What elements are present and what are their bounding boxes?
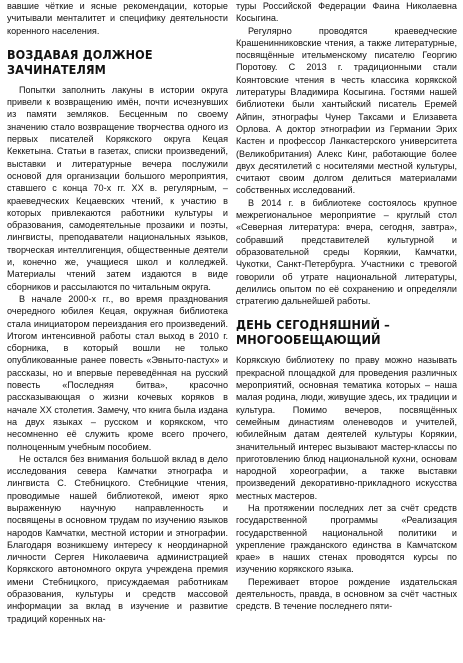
continued-paragraph: вавшие чёткие и ясные рекомендации, которые учитывали менталитет и специфику деятельности коренного населения. xyxy=(7,1,228,36)
right-column xyxy=(236,0,457,613)
body-paragraph: Корякскую библиотеку по праву можно называть прекрасной площадкой для проведения различных мероприятий, основная тематика которых – наша малая родина, люди, живущие здесь, их традиции и культура. Помимо вечеров, посвящённых семейным династиям оленеводов и учителей, юбилейным датам деятелей культуры Корякии, значительный интерес вызывают мастер-классы по приготовлению блюд национальной кухни, основам народной хореографии, а также выставки произведений декоративно-прикладного искусства местных мастеров. xyxy=(236,355,457,501)
body-paragraph: На протяжении последних лет за счёт средств государственной программы «Реализация государственной национальной политики и укрепление гражданского единства в Камчатском крае» в наших стенах проводятся курсы по изучению корякского языка. xyxy=(236,502,457,575)
section-heading: ВОЗДАВАЯ ДОЛЖНОЕ ЗАЧИНАТЕЛЯМ xyxy=(7,46,153,77)
body-paragraph: В начале 2000-х гг., во время празднования очередного юбилея Кецая, окружная библиотека стала инициатором переиздания его произведений. Итогом интенсивной работы стал выход в 2010 г. сборника, в который вошли не только опубликованные ранее повесть «Эвныто-пастух» и рассказы, но и впервые переведённая на русский повесть «Последняя битва», красочно рассказывающая о жизни кочевых коряков в начале XX столетия. Замечу, что книга была издана на двух языках – русском и корякском, что несомненно её служить кроме всего прочего, полноценным учебным пособием. xyxy=(7,293,228,452)
body-paragraph: Регулярно проводятся краеведческие Крашенинниковские чтения, а также литературные, посвящённые ительменскому писателю Георгию Поротову. С 2013 г. традиционными стали Коянтовские чтения в честь классика корякской литературы Владимира Косыгина. Гостями нашей библиотеки были хантыйский писатель Еремей Айпин, этнографы Чунер Таксами и Елизавета Орлова. А доктор этнографии из Германии Эрих Кастен и профессор Ланкастерского университета (Великобритания) Алекс Кинг, работающие более двух десятилетий с носителями местной культуры, считают своим долгом делиться материалами собственных исследований. xyxy=(236,25,457,196)
body-paragraph: Не остался без внимания большой вклад в дело исследования севера Камчатки этнографа и лингвиста С. Стебницкого. Стебницкие чтения, проводимые нашей библиотекой, имеют ярко выраженную научную направленность и посвящены в основном трудам по изучению языков народов Камчатки, местной истории и этнографии. Благодаря возникшему интересу к неординарной личности Сергея Николаевича администрацией Корякского автономного округа учреждена премия имени Стебницкого, присуждаемая работникам образования, культуры и средств массовой информации за вклад в изучение и развитие традиций коренных на- xyxy=(7,453,228,624)
body-paragraph: В 2014 г. в библиотеке состоялось крупное межрегиональное мероприятие – круглый стол «Северная литература: вчера, сегодня, завтра», собравший представителей культурной и образовательной среды Корякии, Камчатки, Чукотки, Санкт-Петербурга. Участники с тревогой говорили об утрате национальной литературы, делились опытом по её сохранению и определяли стратегию дальнейшей работы. xyxy=(236,197,457,307)
body-paragraph: Переживает второе рождение издательская деятельность, правда, в основном за счёт частных средств. В течение последнего пяти- xyxy=(236,576,457,612)
left-column xyxy=(7,0,228,625)
continued-paragraph: туры Российской Федерации Фаина Николаевна Косыгина. xyxy=(236,1,457,24)
body-paragraph: Попытки заполнить лакуны в истории округа привели к возвращению имён, почти исчезнувших из памяти земляков. Бесценным по своему значению стало возвращение творчества одного из первых писателей Корякского округа Кецая Кеккетына. Статьи в газетах, списки произведений, выставки и литературные вечера послужили основой для организации большого мероприятия, ставшего с конца 70-х гг. XX в. регулярным, – краеведческих Кецаевских чтений, к участию в которых привлекаются работники культуры и образования, самодеятельные прозаики и поэты, лингвисты, преподаватели национальных языков, творческая интеллигенция, общественные деятели и, конечно же, учащиеся школ и колледжей. Материалы чтений затем издаются в виде сборников и рассылаются по читальным округа. xyxy=(7,84,228,292)
section-heading: ДЕНЬ СЕГОДНЯШНИЙ – МНОГООБЕЩАЮЩИЙ xyxy=(236,317,390,348)
